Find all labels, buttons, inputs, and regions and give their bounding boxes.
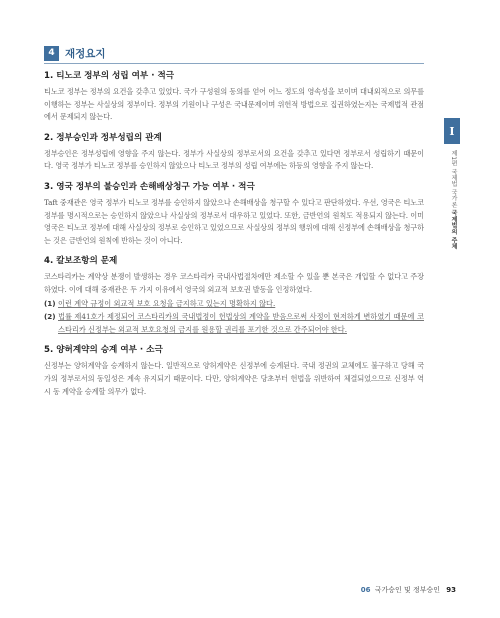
heading-1: 1. 티노코 정부의 성립 여부 · 적극 [44,71,175,81]
list-item-number: (1) [44,298,56,308]
paragraph-3: Taft 중재관은 영국 정부가 티노코 정부를 승인하지 않았으나 손해배상을 청구할 수 있다고 판단하였다. 우선, 영국은 티노코 정부를 명시적으로는 승인하지 않았으나 사실상의 정부로서 대우하고 있었다. 또한, 금반언의 원칙도 적용되지 않는다. 이미 영국은 티노코 정부에 대해 사실상의 정부로 승인하고 있었으므로 사실상의 정부의 행위에 대해 신정부에 손해배상을 청구하는 것은 금반언의 원칙에 반하는 것이 아니다. [44,197,424,245]
side-title-bold: 국제법의 주체 [450,209,457,250]
paragraph-4: 코스타리카는 계약상 분쟁이 발생하는 경우 코스타리카 국내사법절차에만 제소할 수 있을 뿐 본국은 개입할 수 없다고 주장하였다. 이에 대해 중재관은 두 가지 이유에서 영국의 외교적 보호권 발동을 인정하였다. [44,272,424,294]
list-item-number: (2) [44,312,56,322]
section-divider [44,63,424,64]
footer-chapter-title: 국가승인 및 정부승인 [374,586,441,594]
side-running-title [448,150,458,260]
heading-2: 2. 정부승인과 정부성립의 관계 [44,132,162,143]
section-number-badge: 4 [44,46,59,61]
page-footer [361,585,456,595]
part-tab-marker: I [444,118,460,144]
content-column [44,66,424,398]
heading-3: 3. 영국 정부의 불승인과 손해배상청구 가능 여부 · 적극 [44,181,255,192]
section-header [44,45,106,61]
side-title-rest: 제1편 국제법 국가론 [450,150,457,208]
list-item-text: 이런 계약 규정이 외교적 보호 요청을 금지하고 있는지 명확하지 않다. [58,298,276,308]
list-item [44,298,424,311]
footer-chapter-number: 06 [360,586,371,594]
section-title: 재정요지 [65,47,106,60]
heading-4: 4. 칼보조항의 문제 [44,256,118,267]
list-item-text: 법률 제41호가 제정되어 코스타리카의 국내법정이 헌법상의 계약을 받음으로써 사정이 현저하게 변하였기 때문에 코스타리카 신정부는 외교적 보호요청의 금지를 원용할 권리를 포기한 것으로 간주되어야 한다. [58,312,424,334]
paragraph-5: 신정부는 양허계약을 승계하지 않는다. 일반적으로 양허계약은 신정부에 승계된다. 국내 정권의 교체에도 불구하고 당해 국가의 정부로서의 동일성은 계속 유지되기 때문이다. 다만, 양허계약은 당초부터 헌법을 위반하여 체결되었으므로 신정부 역시 동 계약을 승계할 의무가 없다. [44,361,424,396]
heading-5: 5. 양허계약의 승계 여부 · 소극 [44,345,163,356]
list-item [44,311,424,336]
paragraph-1: 티노코 정부는 정부의 요건을 갖추고 있었다. 국가 구성원의 동의를 얻어 어느 정도의 영속성을 보이며 대내외적으로 의무를 이행하는 정부는 사실상의 정부이다. 정부의 기원이나 구성은 국내문제이며 위헌적 방법으로 집권하였는지는 국제법적 관점에서 문제되지 않는다. [44,87,424,122]
page-number: 93 [446,586,456,594]
paragraph-2: 정부승인은 정부성립에 영향을 주지 않는다. 정부가 사실상의 정부로서의 요건을 갖추고 있다면 정부로서 성립하기 때문이다. 영국 정부가 티노코 정부를 승인하지 않았으나 티노코 정부의 성립 여부에는 하등의 영향을 주지 않는다. [44,148,424,171]
